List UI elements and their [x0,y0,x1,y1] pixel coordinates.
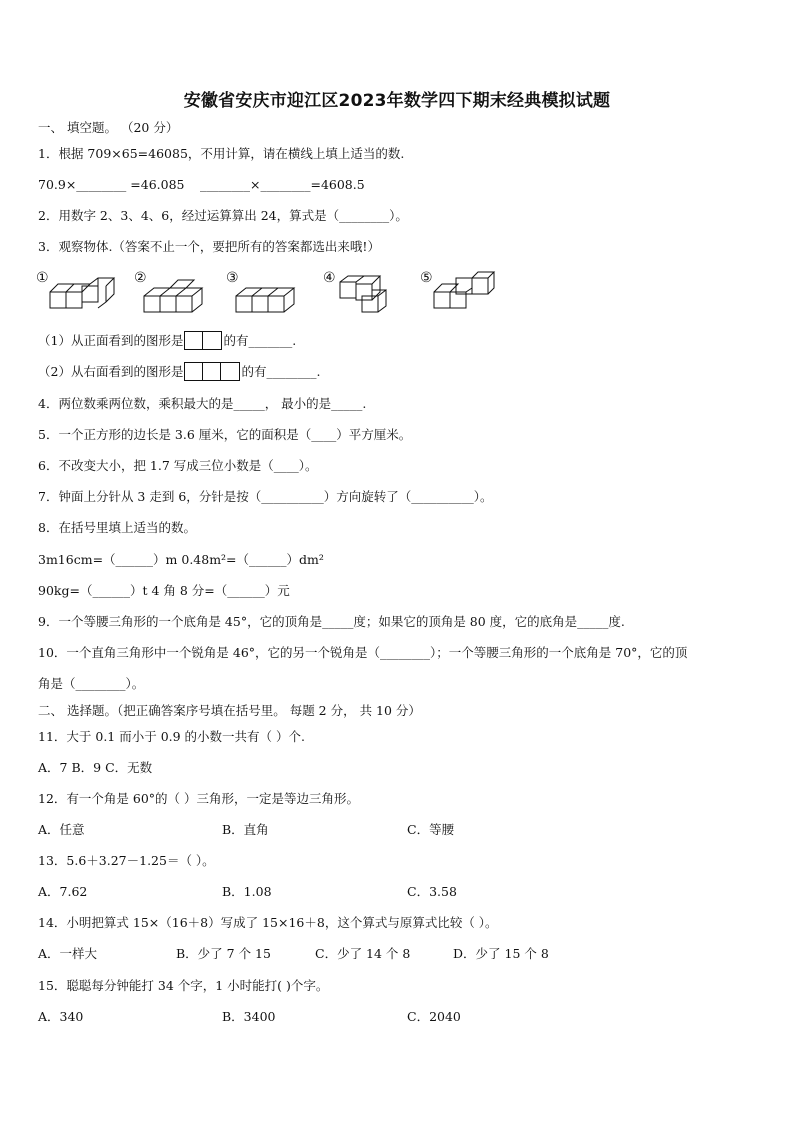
question-15: 15．聪聪每分钟能打 34 个字，1 小时能打( )个字。 [38,978,329,993]
section-fill-blank-header: 一、 填空题。 （20 分） [38,120,179,135]
question-13-option-b: B．1.08 [222,884,272,899]
right-view-shape [184,362,240,381]
question-11: 11．大于 0.1 而小于 0.9 的小数一共有（ ）个. [38,729,306,744]
question-8: 8．在括号里填上适当的数。 [38,520,196,535]
question-13-option-c: C．3.58 [407,884,457,899]
question-3: 3．观察物体.（答案不止一个，要把所有的答案都选出来哦!） [38,239,380,254]
question-3-sub-2 [38,363,320,382]
question-12-option-b: B．直角 [222,822,269,837]
question-13: 13．5.6＋3.27－1.25＝（ ）。 [38,853,215,868]
question-14: 14．小明把算式 15×（16＋8）写成了 15×16＋8，这个算式与原算式比较（ ）。 [38,915,498,930]
figure-4-label: ④ [323,270,336,286]
question-7: 7．钟面上分针从 3 走到 6，分针是按（__________）方向旋转了（__________）。 [38,489,493,504]
question-15-option-a: A．340 [38,1009,84,1024]
question-8-line-b: 90kg=（______）t 4 角 8 分=（______）元 [38,583,290,598]
figure-3-label: ③ [226,270,239,286]
question-1-blank-a: 70.9×________ =46.085 [38,177,185,192]
section-choice-header: 二、 选择题。（把正确答案序号填在括号里。 每题 2 分， 共 10 分） [38,703,421,718]
question-2: 2．用数字 2、3、4、6，经过运算算出 24，算式是（________）。 [38,208,408,223]
question-12: 12．有一个角是 60°的（ ）三角形，一定是等边三角形。 [38,791,360,806]
question-14-option-a: A．一样大 [38,946,98,961]
figure-1-cubes [50,278,114,308]
question-3-sub-1-answer: 的有_______. [223,333,297,348]
question-6: 6．不改变大小，把 1.7 写成三位小数是（____）。 [38,458,318,473]
question-13-option-a: A．7.62 [38,884,88,899]
figure-5-cubes [434,272,494,308]
question-3-sub-2-prompt: （2）从右面看到的图形是 [38,364,184,379]
page-title: 安徽省安庆市迎江区2023年数学四下期末经典模拟试题 [183,91,611,111]
question-15-option-b: B．3400 [222,1009,276,1024]
question-11-options: A．7 B．9 C．无数 [38,760,153,775]
figure-5-label: ⑤ [420,270,433,286]
figure-2-cubes [144,280,202,312]
figure-2-label: ② [134,270,147,286]
question-10-line-a: 10．一个直角三角形中一个锐角是 46°，它的另一个锐角是（________）；一个等腰三角形的一个底角是 70°，它的顶 [38,645,688,660]
question-12-option-c: C．等腰 [407,822,455,837]
figure-3-cubes [236,288,294,312]
figure-4-cubes [340,276,386,312]
question-4: 4．两位数乘两位数，乘积最大的是_____， 最小的是_____. [38,396,367,411]
figure-1-label: ① [36,270,49,286]
question-12-option-a: A．任意 [38,822,85,837]
question-14-option-d: D．少了 15 个 8 [453,946,549,961]
question-1-blank-b: ________×________=4608.5 [200,177,365,192]
question-3-sub-1-prompt: （1）从正面看到的图形是 [38,333,184,348]
question-3-sub-2-answer: 的有________. [241,364,321,379]
question-9: 9．一个等腰三角形的一个底角是 45°，它的顶角是_____度；如果它的顶角是 80 度，它的底角是_____度. [38,614,625,629]
question-10-line-b: 角是（________）。 [38,676,145,691]
question-14-option-b: B．少了 7 个 15 [176,946,271,961]
cube-figures [36,268,516,320]
question-15-option-c: C．2040 [407,1009,461,1024]
question-8-line-a: 3m16cm=（______）m 0.48m²=（______）dm² [38,552,324,567]
question-1: 1．根据 709×65=46085，不用计算，请在横线上填上适当的数. [38,146,405,161]
front-view-shape [184,331,222,350]
question-3-sub-1 [38,332,296,351]
question-5: 5．一个正方形的边长是 3.6 厘米，它的面积是（____）平方厘米。 [38,427,412,442]
question-14-option-c: C．少了 14 个 8 [315,946,411,961]
